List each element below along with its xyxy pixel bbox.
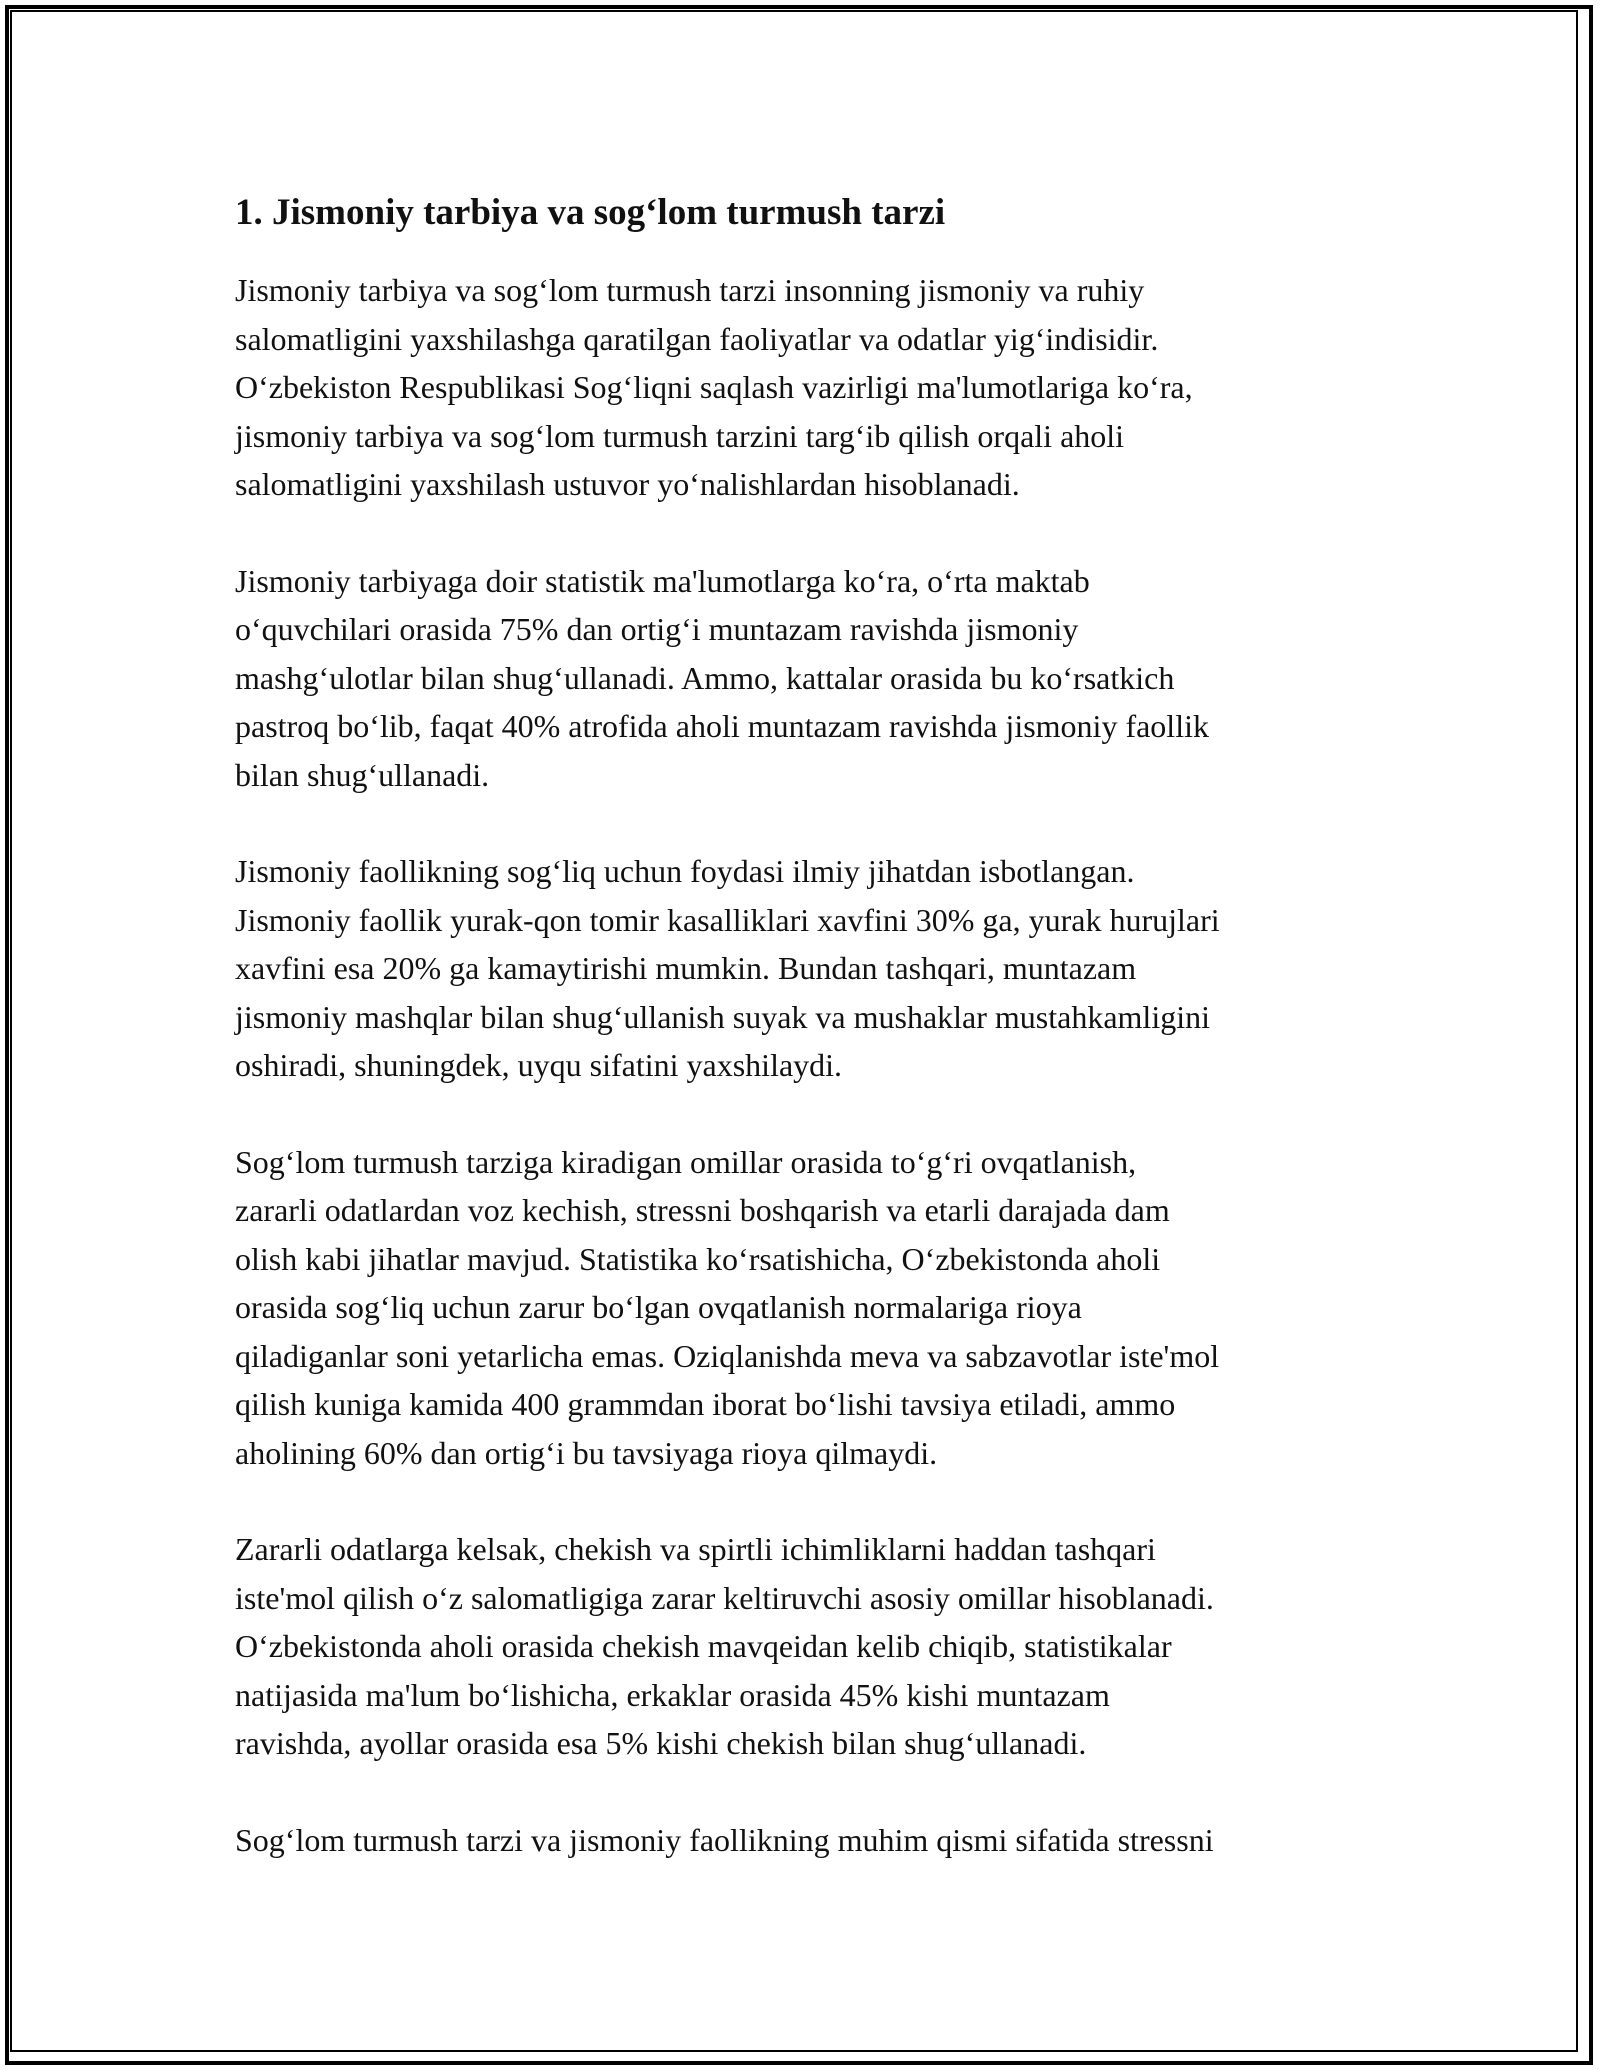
text-line: Jismoniy faollikning sog‘liq uchun foydasi ilmiy jihatdan isbotlangan. (235, 853, 1135, 889)
text-line: O‘zbekistonda aholi orasida chekish mavqeidan kelib chiqib, statistikalar (235, 1628, 1172, 1664)
text-line: Zararli odatlarga kelsak, chekish va spirtli ichimliklarni haddan tashqari (235, 1531, 1156, 1567)
paragraph (235, 847, 1375, 1090)
text-line: iste'mol qilish o‘z salomatligiga zarar keltiruvchi asosiy omillar hisoblanadi. (235, 1579, 1214, 1616)
text-line: bilan shug‘ullanadi. (235, 756, 490, 793)
text-line: orasida sog‘liq uchun zarur bo‘lgan ovqatlanish normalariga rioya (235, 1289, 1082, 1325)
text-line: jismoniy tarbiya va sog‘lom turmush tarzini targ‘ib qilish orqali aholi (235, 417, 1125, 454)
text-line: o‘quvchilari orasida 75% dan ortig‘i muntazam ravishda jismoniy (235, 611, 1079, 647)
paragraph (235, 1816, 1375, 1865)
text-line: Jismoniy tarbiyaga doir statistik ma'lumotlarga ko‘ra, o‘rta maktab (235, 562, 1090, 599)
text-line: zararli odatlardan voz kechish, stressni boshqarish va etarli darajada dam (235, 1192, 1170, 1228)
paragraph (235, 1525, 1375, 1768)
paragraph (235, 1138, 1375, 1478)
text-line: xavfini esa 20% ga kamaytirishi mumkin. Bundan tashqari, muntazam (235, 950, 1137, 986)
document-body (235, 186, 1375, 1912)
text-line: salomatligini yaxshilash ustuvor yo‘nalishlardan hisoblanadi. (235, 466, 1020, 502)
text-line: natijasida ma'lum bo‘lishicha, erkaklar orasida 45% kishi muntazam (235, 1676, 1110, 1713)
paragraph-list (235, 266, 1375, 1864)
text-line: Jismoniy tarbiya va sog‘lom turmush tarzi insonning jismoniy va ruhiy (235, 272, 1145, 308)
text-line: pastroq bo‘lib, faqat 40% atrofida aholi muntazam ravishda jismoniy faollik (235, 708, 1209, 744)
text-line: Sog‘lom turmush tarzi va jismoniy faollikning muhim qismi sifatida stressni (235, 1821, 1214, 1858)
text-line: Jismoniy faollik yurak-qon tomir kasalliklari xavfini 30% ga, yurak hurujlari (235, 901, 1220, 938)
paragraph (235, 266, 1375, 509)
text-line: salomatligini yaxshilashga qaratilgan faoliyatlar va odatlar yig‘indisidir. (235, 320, 1159, 357)
text-line: qiladiganlar soni yetarlicha emas. Oziqlanishda meva va sabzavotlar iste'mol (235, 1337, 1220, 1374)
text-line: aholining 60% dan ortig‘i bu tavsiyaga rioya qilmaydi. (235, 1434, 938, 1471)
text-line: ravishda, ayollar orasida esa 5% kishi chekish bilan shug‘ullanadi. (235, 1725, 1087, 1761)
text-line: mashg‘ulotlar bilan shug‘ullanadi. Ammo, kattalar orasida bu ko‘rsatkich (235, 659, 1175, 696)
text-line: Sog‘lom turmush tarziga kiradigan omillar orasida to‘g‘ri ovqatlanish, (235, 1143, 1137, 1180)
text-line: O‘zbekiston Respublikasi Sog‘liqni saqlash vazirligi ma'lumotlariga ko‘ra, (235, 369, 1193, 405)
text-line: olish kabi jihatlar mavjud. Statistika ko‘rsatishicha, O‘zbekistonda aholi (235, 1240, 1161, 1277)
text-line: jismoniy mashqlar bilan shug‘ullanish suyak va mushaklar mustahkamligini (235, 998, 1210, 1035)
text-line: oshiradi, shuningdek, uyqu sifatini yaxshilaydi. (235, 1047, 843, 1083)
paragraph (235, 557, 1375, 800)
section-title: 1. Jismoniy tarbiya va sog‘lom turmush tarzi (235, 192, 946, 233)
text-line: qilish kuniga kamida 400 grammdan iborat bo‘lishi tavsiya etiladi, ammo (235, 1386, 1176, 1422)
